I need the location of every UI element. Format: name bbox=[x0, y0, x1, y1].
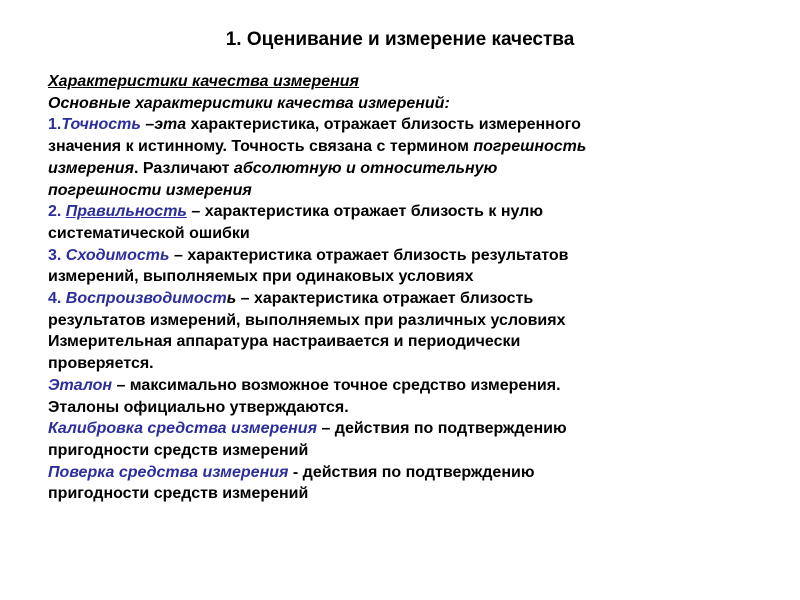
subheading: Характеристики качества измерения bbox=[48, 73, 359, 90]
term-convergence: Сходимость bbox=[65, 246, 170, 264]
text-segment: – действия по подтверждению bbox=[317, 420, 567, 438]
item-number: 4. bbox=[48, 290, 66, 308]
item-accuracy-line-2 bbox=[48, 136, 768, 158]
note-calibration-line-2: проверяется. bbox=[48, 355, 154, 373]
text-segment: значения к истинному. Точность связана с термином bbox=[48, 138, 474, 156]
item-number: 2. bbox=[48, 203, 66, 221]
item-accuracy-line-4: погрешности измерения bbox=[48, 181, 252, 199]
subheading-list-intro: Основные характеристики качества измерений: bbox=[48, 94, 450, 112]
item-accuracy-line-3 bbox=[48, 158, 768, 180]
item-accuracy-line-1 bbox=[48, 114, 768, 136]
text-segment: –эта bbox=[140, 116, 187, 134]
term-absolute-relative: абсолютную и относительную bbox=[233, 159, 498, 177]
item-convergence-line-1 bbox=[48, 245, 768, 267]
item-verification-line-1 bbox=[48, 462, 768, 484]
slide-body bbox=[48, 71, 768, 505]
item-standard-line-1 bbox=[48, 375, 768, 397]
item-convergence-line-2: измерений, выполняемых при одинаковых условиях bbox=[48, 268, 474, 286]
text-segment: – максимально возможное точное средство измерения. bbox=[112, 376, 561, 394]
text-segment: . Различают bbox=[134, 159, 234, 177]
term-error: погрешность bbox=[473, 138, 587, 156]
slide-title: 1. Оценивание и измерение качества bbox=[225, 29, 575, 50]
item-number: 3. bbox=[48, 246, 66, 264]
item-correctness-line-2: систематической ошибки bbox=[48, 224, 250, 242]
term-reproducibility: Воспроизводимост bbox=[65, 290, 227, 308]
term-calibration: Калибровка средства измерения bbox=[48, 420, 317, 438]
text-segment: характеристика, отражает близость измеренного bbox=[186, 116, 581, 134]
item-calibration-line-1 bbox=[48, 418, 768, 440]
term-standard: Эталон bbox=[48, 376, 112, 394]
item-standard-line-2: Эталоны официально утверждаются. bbox=[48, 398, 349, 416]
text-segment: – характеристика отражает близость к нулю bbox=[186, 203, 544, 221]
text-segment: - действия по подтверждению bbox=[288, 463, 535, 481]
item-reproducibility-line-2: результатов измерений, выполняемых при различных условиях bbox=[48, 311, 566, 329]
term-error-cont: измерения bbox=[48, 159, 134, 177]
item-verification-line-2: пригодности средств измерений bbox=[48, 485, 309, 503]
term-accuracy: Точность bbox=[61, 116, 141, 134]
item-correctness-line-1 bbox=[48, 201, 768, 223]
term-correctness: Правильность bbox=[65, 203, 187, 221]
item-reproducibility-line-1 bbox=[48, 288, 768, 310]
note-calibration-line-1: Измерительная аппаратура настраивается и периодически bbox=[48, 333, 521, 351]
term-reproducibility-tail: ь bbox=[226, 290, 237, 308]
term-verification: Поверка средства измерения bbox=[48, 463, 289, 481]
item-calibration-line-2: пригодности средств измерений bbox=[48, 441, 309, 459]
item-number: 1. bbox=[48, 116, 62, 134]
text-segment: – характеристика отражает близость результатов bbox=[169, 246, 569, 264]
text-segment: – характеристика отражает близость bbox=[236, 290, 534, 308]
